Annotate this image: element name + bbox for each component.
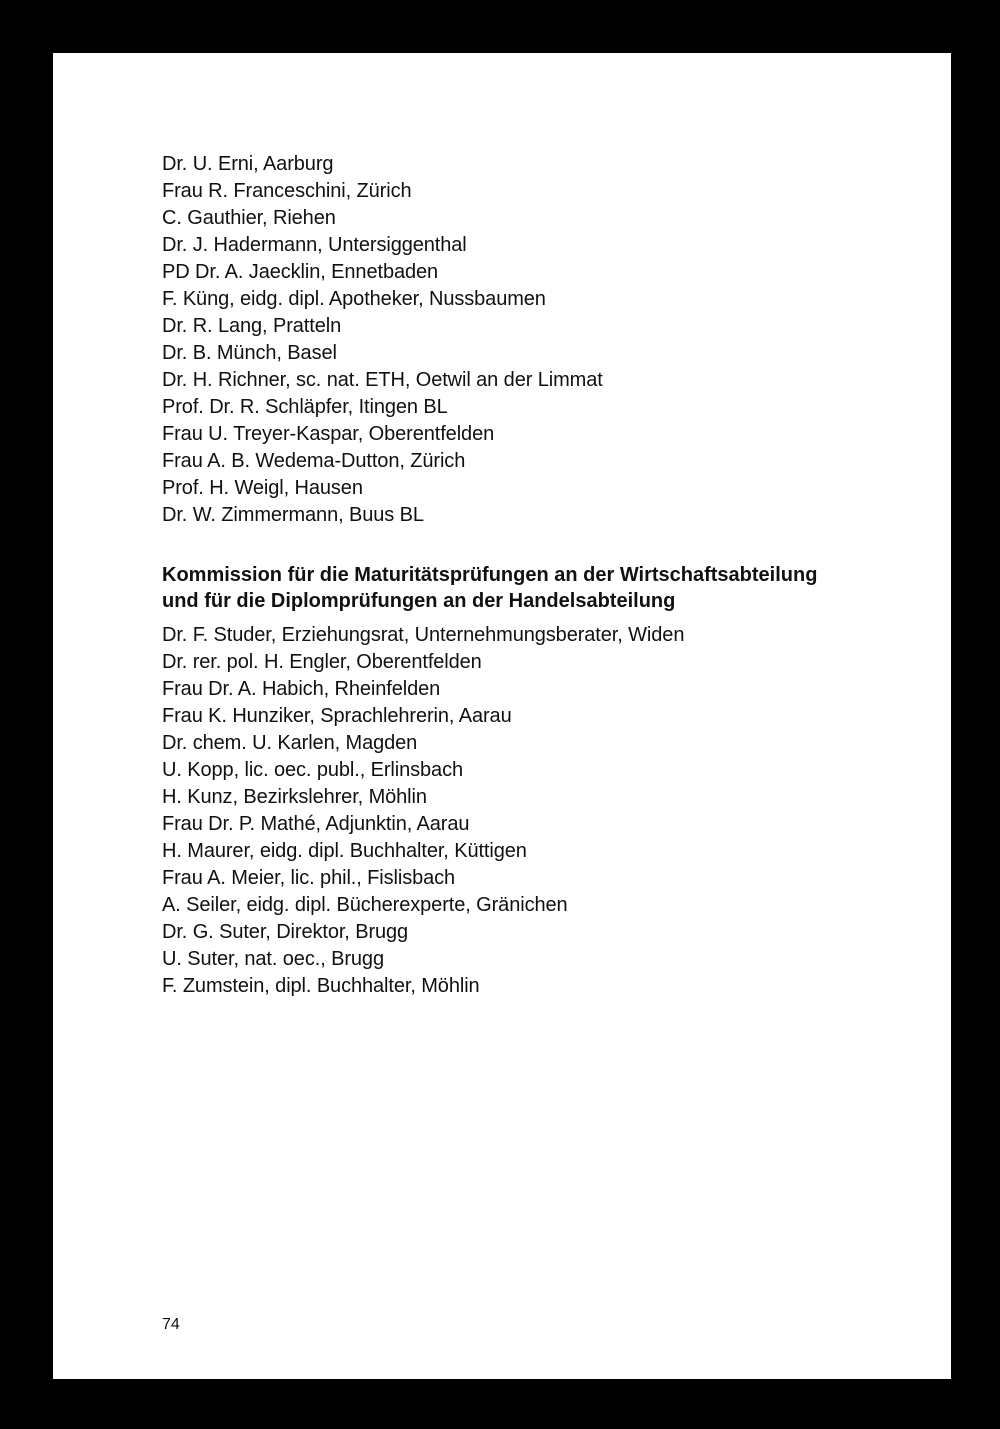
list-item: Frau U. Treyer-Kaspar, Oberentfelden (162, 423, 495, 445)
list-item: U. Kopp, lic. oec. publ., Erlinsbach (162, 759, 463, 781)
list-item: Dr. J. Hadermann, Untersiggenthal (162, 234, 467, 256)
list-item: Frau Dr. A. Habich, Rheinfelden (162, 678, 441, 700)
section-heading (162, 562, 922, 614)
list-item: Dr. F. Studer, Erziehungsrat, Unternehmungsberater, Widen (162, 624, 685, 646)
list-item: F. Küng, eidg. dipl. Apotheker, Nussbaumen (162, 288, 546, 310)
list-item: U. Suter, nat. oec., Brugg (162, 948, 384, 970)
list-item: F. Zumstein, dipl. Buchhalter, Möhlin (162, 975, 480, 997)
list-item: H. Kunz, Bezirkslehrer, Möhlin (162, 786, 427, 808)
list-item: Dr. chem. U. Karlen, Magden (162, 732, 418, 754)
list-item: Frau A. B. Wedema-Dutton, Zürich (162, 450, 466, 472)
page-content (162, 151, 922, 1000)
list-item: Prof. H. Weigl, Hausen (162, 477, 363, 499)
list-item: Frau A. Meier, lic. phil., Fislisbach (162, 867, 456, 889)
member-list-2 (162, 622, 922, 1000)
section-heading-line-2: und für die Diplomprüfungen an der Handelsabteilung (162, 590, 676, 612)
list-item: H. Maurer, eidg. dipl. Buchhalter, Küttigen (162, 840, 527, 862)
page-number: 74 (162, 1316, 180, 1333)
list-item: A. Seiler, eidg. dipl. Bücherexperte, Gränichen (162, 894, 568, 916)
list-item: Dr. U. Erni, Aarburg (162, 153, 334, 175)
list-item: Dr. rer. pol. H. Engler, Oberentfelden (162, 651, 482, 673)
list-item: Frau R. Franceschini, Zürich (162, 180, 412, 202)
member-list-1 (162, 151, 922, 529)
list-item: Prof. Dr. R. Schläpfer, Itingen BL (162, 396, 448, 418)
list-item: Dr. G. Suter, Direktor, Brugg (162, 921, 409, 943)
list-item: PD Dr. A. Jaecklin, Ennetbaden (162, 261, 439, 283)
list-item: Dr. R. Lang, Pratteln (162, 315, 342, 337)
list-item: Dr. W. Zimmermann, Buus BL (162, 504, 424, 526)
list-item: Frau Dr. P. Mathé, Adjunktin, Aarau (162, 813, 470, 835)
list-item: Dr. H. Richner, sc. nat. ETH, Oetwil an der Limmat (162, 369, 603, 391)
list-item: Frau K. Hunziker, Sprachlehrerin, Aarau (162, 705, 512, 727)
document-page (53, 53, 951, 1379)
list-item: C. Gauthier, Riehen (162, 207, 336, 229)
list-item: Dr. B. Münch, Basel (162, 342, 337, 364)
section-heading-line-1: Kommission für die Maturitätsprüfungen an der Wirtschaftsabteilung (162, 564, 818, 586)
